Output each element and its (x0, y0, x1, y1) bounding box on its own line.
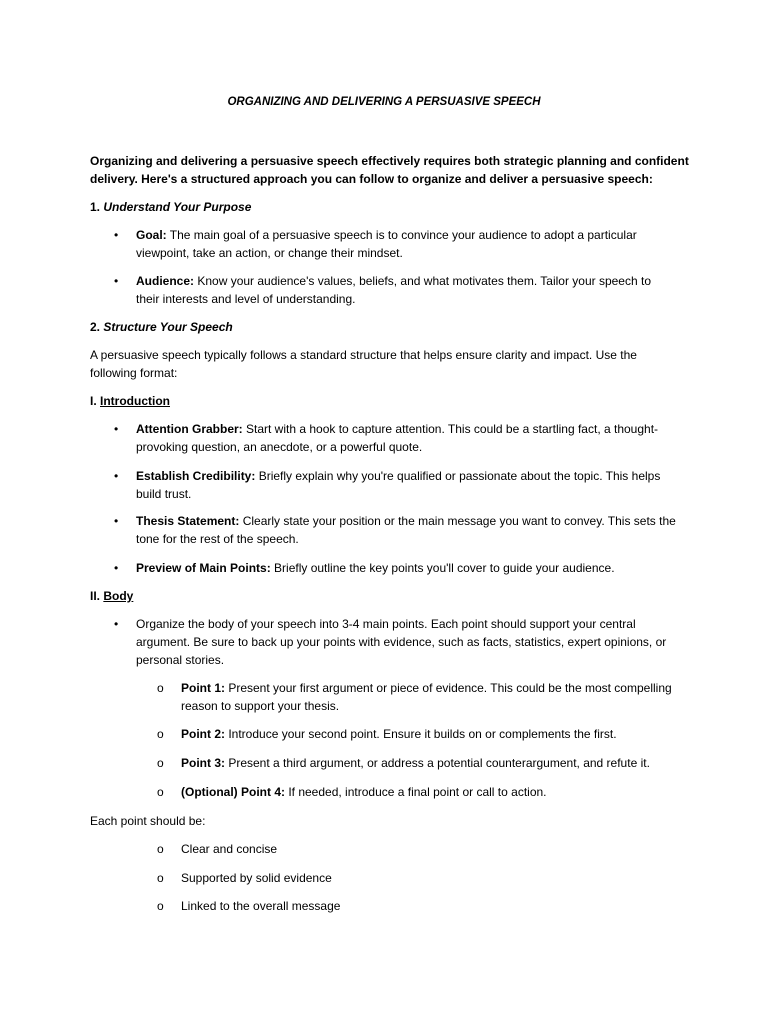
item-label: Thesis Statement: (136, 514, 240, 528)
each-point-paragraph: Each point should be: (90, 814, 206, 828)
circle-bullet-icon: o (157, 871, 164, 885)
introduction-number: I. (90, 394, 101, 408)
item-label: Point 2: (181, 727, 225, 741)
item-text: Supported by solid evidence (181, 871, 332, 885)
section-2-heading (90, 318, 233, 336)
item-text: Present a third argument, or address a potential counterargument, and refute it. (225, 756, 650, 770)
bullet-icon: • (114, 422, 119, 436)
item-text: Start with a hook to capture attention. This could be a startling fact, a thought-provoking question, an anecdote, or a powerful quote. (136, 422, 659, 454)
body-number: II. (90, 589, 104, 603)
circle-bullet-icon: o (157, 842, 164, 856)
item-text: Briefly outline the key points you'll cover to guide your audience. (270, 561, 615, 575)
item-label: Establish Credibility: (136, 469, 256, 483)
intro-paragraph: Organizing and delivering a persuasive speech effectively requires both strategic planning and confident delivery. Here's a structured approach you can follow to organize and deliver a persuasive speech: (90, 154, 689, 186)
item-label: Point 3: (181, 756, 225, 770)
bullet-icon: • (114, 561, 119, 575)
item-text: Clear and concise (181, 842, 278, 856)
item-text: If needed, introduce a final point or call to action. (285, 785, 547, 799)
item-label: Goal: (136, 228, 167, 242)
section-1-heading (90, 198, 251, 216)
body-heading (90, 587, 133, 605)
item-text: Clearly state your position or the main message you want to convey. This sets the tone for the rest of the speech. (136, 514, 676, 546)
section-2-title: Structure Your Speech (103, 320, 233, 334)
item-label: Point 1: (181, 681, 225, 695)
item-text: The main goal of a persuasive speech is to convince your audience to adopt a particular viewpoint, take an action, or change their mindset. (136, 228, 637, 260)
item-text: Know your audience's values, beliefs, and what motivates them. Tailor your speech to their interests and level of understanding. (136, 274, 651, 306)
introduction-heading (90, 392, 170, 410)
body-title: Body (103, 589, 134, 603)
bullet-icon: • (114, 274, 119, 288)
item-text: Briefly explain why you're qualified or passionate about the topic. This helps build trust. (136, 469, 661, 501)
circle-bullet-icon: o (157, 899, 164, 913)
item-label: Attention Grabber: (136, 422, 243, 436)
item-label: Preview of Main Points: (136, 561, 271, 575)
section-2-number: 2. (90, 320, 104, 334)
circle-bullet-icon: o (157, 727, 164, 741)
bullet-icon: • (114, 617, 119, 631)
section-1-number: 1. (90, 200, 104, 214)
item-text: Present your first argument or piece of evidence. This could be the most compelling reason to support your thesis. (181, 681, 672, 713)
bullet-icon: • (114, 228, 119, 242)
item-text: Organize the body of your speech into 3-4 main points. Each point should support your central argument. Be sure to back up your points with evidence, such as facts, statistics, expert opinions, or personal stories. (136, 617, 667, 667)
document-title: ORGANIZING AND DELIVERING A PERSUASIVE SPEECH (227, 96, 541, 108)
structure-paragraph: A persuasive speech typically follows a standard structure that helps ensure clarity and impact. Use the following format: (90, 348, 637, 380)
bullet-icon: • (114, 514, 119, 528)
circle-bullet-icon: o (157, 681, 164, 695)
item-text: Linked to the overall message (181, 899, 341, 913)
introduction-title: Introduction (100, 394, 170, 408)
item-label: Audience: (136, 274, 195, 288)
item-label: (Optional) Point 4: (181, 785, 285, 799)
section-1-title: Understand Your Purpose (103, 200, 252, 214)
circle-bullet-icon: o (157, 756, 164, 770)
bullet-icon: • (114, 469, 119, 483)
circle-bullet-icon: o (157, 785, 164, 799)
item-text: Introduce your second point. Ensure it builds on or complements the first. (225, 727, 617, 741)
